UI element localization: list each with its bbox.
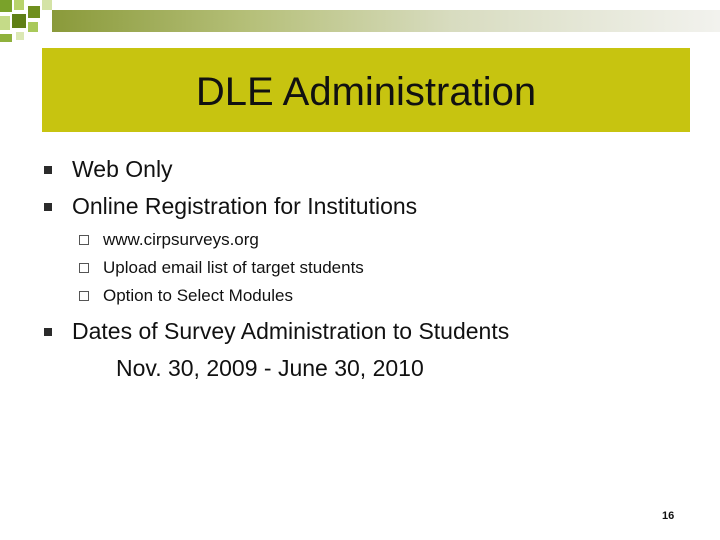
corner-square xyxy=(28,22,38,32)
corner-square xyxy=(16,32,24,40)
bullet-square-icon xyxy=(44,203,52,211)
top-gradient-bar xyxy=(52,10,720,32)
corner-square xyxy=(0,34,12,42)
sub-bullet-upload-email: Upload email list of target students xyxy=(103,258,364,277)
corner-square xyxy=(12,14,26,28)
sub-bullet-website: www.cirpsurveys.org xyxy=(103,230,259,249)
hollow-square-icon xyxy=(79,291,89,301)
title-band xyxy=(42,48,690,132)
corner-square xyxy=(0,16,10,30)
survey-date-range: Nov. 30, 2009 - June 30, 2010 xyxy=(116,355,424,381)
page-number: 16 xyxy=(662,510,675,522)
bullet-square-icon xyxy=(44,328,52,336)
corner-square xyxy=(0,0,12,12)
hollow-square-icon xyxy=(79,263,89,273)
corner-square xyxy=(28,6,40,18)
corner-square xyxy=(14,0,24,10)
bullet-online-registration: Online Registration for Institutions xyxy=(72,193,418,219)
hollow-square-icon xyxy=(79,235,89,245)
bullet-square-icon xyxy=(44,166,52,174)
bullet-web-only: Web Only xyxy=(72,156,173,182)
corner-square xyxy=(42,0,52,10)
sub-bullet-modules: Option to Select Modules xyxy=(103,286,293,305)
bullet-survey-dates: Dates of Survey Administration to Students xyxy=(72,318,510,344)
slide-title: DLE Administration xyxy=(195,69,537,114)
